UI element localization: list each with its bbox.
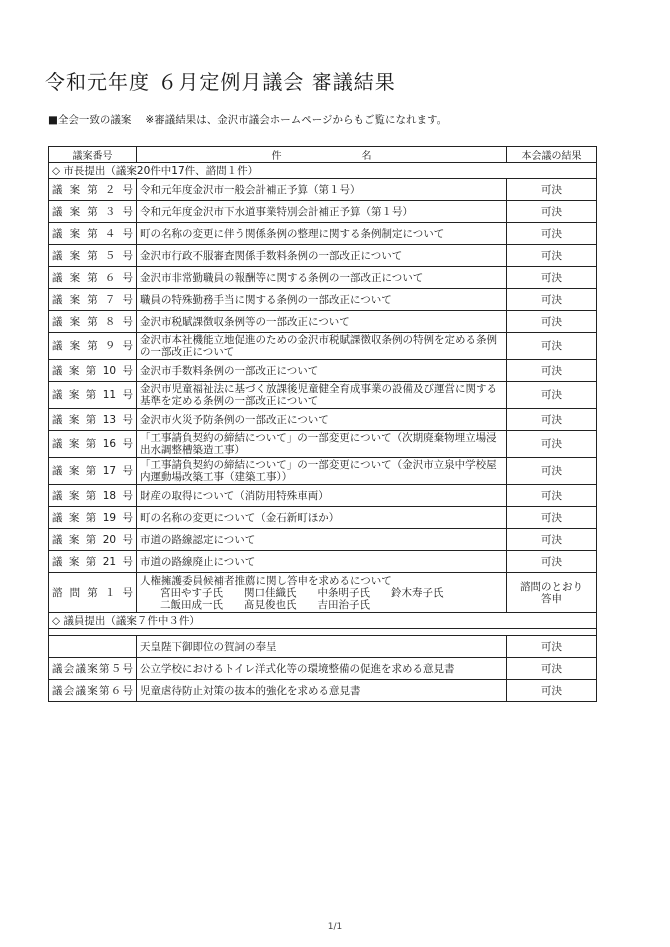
bill-name: 児童虐待防止対策の抜本的強化を求める意見書 [137, 680, 507, 702]
bill-name: 金沢市本社機能立地促進のための金沢市税賦課徴収条例の特例を定める条例の一部改正について [137, 333, 507, 360]
consult-members-line2: 二飯田成一氏 髙見俊也氏 吉田治子氏 [160, 598, 370, 611]
bill-number: 議案第５号 [49, 245, 137, 267]
table-row [49, 333, 597, 360]
table-row [49, 360, 597, 382]
table-row [49, 431, 597, 458]
page-title: 令和元年度 ６月定例月議会 審議結果 [45, 70, 396, 94]
bill-name: 金沢市手数料条例の一部改正について [137, 360, 507, 382]
bill-name: 天皇陛下御即位の賀詞の奉呈 [137, 636, 507, 658]
results-table [48, 146, 597, 702]
bill-name: 金沢市火災予防条例の一部改正について [137, 409, 507, 431]
bill-result: 可決 [507, 360, 597, 382]
table-row [49, 636, 597, 658]
bill-number: 議案第４号 [49, 223, 137, 245]
bill-number: 議案第17号 [49, 458, 137, 485]
section-heading-mayor [49, 163, 597, 179]
table-row [49, 382, 597, 409]
bill-number: 議案第３号 [49, 201, 137, 223]
subtitle [48, 112, 447, 127]
consult-result-line1: 諮問のとおり [520, 580, 583, 593]
table-row [49, 458, 597, 485]
table-row [49, 658, 597, 680]
bill-name: 「工事請負契約の締結について」の一部変更について（金沢市立泉中学校屋内運動場改築工事（建築工事）） [137, 458, 507, 485]
section-heading-members [49, 613, 597, 629]
consult-content [137, 573, 507, 613]
bill-result: 可決 [507, 409, 597, 431]
bill-number: 議会議案第５号 [49, 658, 137, 680]
bill-name: 公立学校におけるトイレ洋式化等の環境整備の促進を求める意見書 [137, 658, 507, 680]
section-gap-cell [49, 629, 597, 636]
bill-number: 議案第７号 [49, 289, 137, 311]
consult-name: 人権擁護委員候補者推薦に関し答申を求めるについて [140, 574, 392, 587]
bill-number: 議案第６号 [49, 267, 137, 289]
bill-result: 可決 [507, 658, 597, 680]
bill-number: 議案第13号 [49, 409, 137, 431]
bill-number: 議案第11号 [49, 382, 137, 409]
bill-name: 町の名称の変更について（金石新町ほか） [137, 507, 507, 529]
bill-result: 可決 [507, 201, 597, 223]
bill-result: 可決 [507, 507, 597, 529]
bill-name: 町の名称の変更に伴う関係条例の整理に関する条例制定について [137, 223, 507, 245]
table-row [49, 223, 597, 245]
bill-result: 可決 [507, 179, 597, 201]
bill-name: 金沢市児童福祉法に基づく放課後児童健全育成事業の設備及び運営に関する基準を定める条例の一部改正について [137, 382, 507, 409]
consult-members-line1: 宮田やす子氏 関口佳織氏 中条明子氏 鈴木寿子氏 [160, 586, 444, 599]
bill-result: 可決 [507, 636, 597, 658]
bill-result: 可決 [507, 551, 597, 573]
bill-number: 議案第21号 [49, 551, 137, 573]
consult-row [49, 573, 597, 613]
table-row [49, 507, 597, 529]
bill-number: 議会議案第６号 [49, 680, 137, 702]
bill-result: 可決 [507, 267, 597, 289]
section-heading-text: ◇ 議員提出（議案７件中３件） [49, 613, 597, 629]
header-bill-number: 議案番号 [49, 147, 137, 163]
page-number: 1/1 [327, 922, 343, 932]
bill-name: 「工事請負契約の締結について」の一部変更について（次期廃棄物埋立場浸出水調整槽築造工事） [137, 431, 507, 458]
bill-result: 可決 [507, 458, 597, 485]
bill-number: 議案第10号 [49, 360, 137, 382]
bill-number: 議案第９号 [49, 333, 137, 360]
bill-number: 議案第２号 [49, 179, 137, 201]
consult-result [507, 573, 597, 613]
bill-result: 可決 [507, 680, 597, 702]
bill-name: 金沢市非常勤職員の報酬等に関する条例の一部改正について [137, 267, 507, 289]
bill-result: 可決 [507, 223, 597, 245]
table-row [49, 529, 597, 551]
section-heading-text: ◇ 市長提出（議案20件中17件、諮問１件） [49, 163, 597, 179]
table-row [49, 680, 597, 702]
subtitle-label: ■全会一致の議案 [48, 114, 132, 126]
section-gap [49, 629, 597, 636]
bill-name: 令和元年度金沢市下水道事業特別会計補正予算（第１号） [137, 201, 507, 223]
consult-number: 諮問第１号 [49, 573, 137, 613]
bill-name: 財産の取得について（消防用特殊車両） [137, 485, 507, 507]
table-header-row [49, 147, 597, 163]
bill-name: 市道の路線廃止について [137, 551, 507, 573]
bill-number: 議案第８号 [49, 311, 137, 333]
table-row [49, 179, 597, 201]
bill-result: 可決 [507, 485, 597, 507]
bill-result: 可決 [507, 311, 597, 333]
bill-result: 可決 [507, 431, 597, 458]
bill-number: 議案第16号 [49, 431, 137, 458]
bill-result: 可決 [507, 245, 597, 267]
header-bill-name: 件 名 [137, 147, 507, 163]
bill-number: 議案第19号 [49, 507, 137, 529]
table-row [49, 201, 597, 223]
bill-name: 令和元年度金沢市一般会計補正予算（第１号） [137, 179, 507, 201]
table-row [49, 289, 597, 311]
table-row [49, 551, 597, 573]
table-row [49, 485, 597, 507]
table-row [49, 245, 597, 267]
bill-name: 金沢市行政不服審査関係手数料条例の一部改正について [137, 245, 507, 267]
table-row [49, 311, 597, 333]
bill-name: 市道の路線認定について [137, 529, 507, 551]
bill-number [49, 636, 137, 658]
table-row [49, 409, 597, 431]
bill-result: 可決 [507, 529, 597, 551]
bill-number: 議案第20号 [49, 529, 137, 551]
bill-result: 可決 [507, 289, 597, 311]
header-result: 本会議の結果 [507, 147, 597, 163]
subtitle-note: ※審議結果は、金沢市議会ホームページからもご覧になれます。 [145, 114, 448, 126]
bill-result: 可決 [507, 333, 597, 360]
bill-name: 職員の特殊勤務手当に関する条例の一部改正について [137, 289, 507, 311]
bill-name: 金沢市税賦課徴収条例等の一部改正について [137, 311, 507, 333]
consult-result-line2: 答申 [541, 592, 562, 605]
bill-number: 議案第18号 [49, 485, 137, 507]
table-row [49, 267, 597, 289]
bill-result: 可決 [507, 382, 597, 409]
